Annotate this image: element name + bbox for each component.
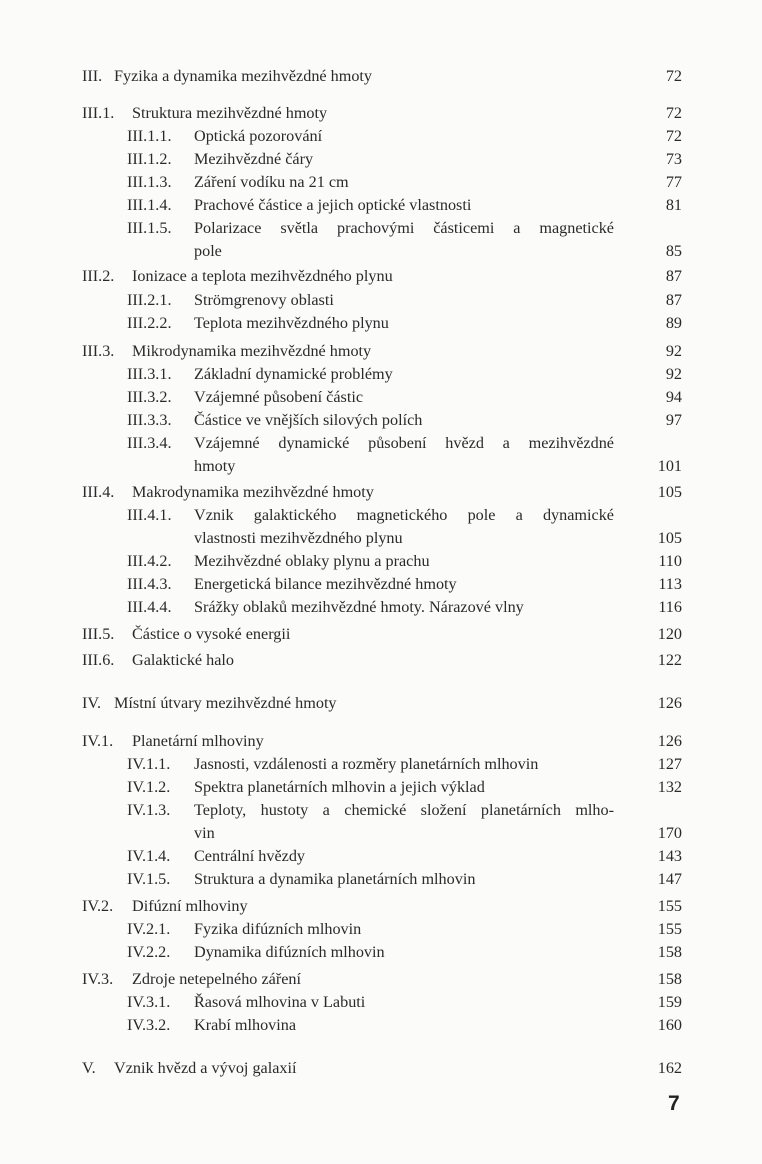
entry-title: Základní dynamické problémy: [194, 365, 393, 383]
entry-number: IV.1.5.: [127, 870, 171, 888]
entry-number: IV.1.1.: [127, 755, 171, 773]
entry-page: 158: [657, 943, 682, 961]
entry-page: 162: [657, 1059, 682, 1077]
entry-number: V.: [82, 1059, 96, 1077]
entry-number: IV.1.2.: [127, 778, 171, 796]
entry-page: 105: [657, 483, 682, 501]
entry-page: 94: [665, 388, 682, 406]
entry-page: 160: [657, 1016, 682, 1034]
entry-number: III.5.: [82, 625, 115, 643]
entry-number: III.1.1.: [127, 127, 172, 145]
entry-number: III.4.2.: [127, 552, 172, 570]
entry-page: 158: [657, 970, 682, 988]
entry-page: 81: [665, 196, 682, 214]
entry-page: 132: [657, 778, 682, 796]
entry-title-continuation: vlastnosti mezihvězdného plynu: [194, 529, 403, 547]
entry-number: III.1.2.: [127, 150, 172, 168]
entry-title: Strömgrenovy oblasti: [194, 291, 334, 309]
entry-title-continuation: pole: [194, 242, 222, 260]
entry-number: III.6.: [82, 651, 115, 669]
entry-number: III.1.3.: [127, 173, 172, 191]
page-number: 7: [668, 1092, 680, 1115]
entry-page: 87: [665, 267, 682, 285]
entry-title: Mikrodynamika mezihvězdné hmoty: [132, 342, 372, 360]
entry-page: 120: [657, 625, 682, 643]
entry-number: IV.2.1.: [127, 920, 171, 938]
entry-page: 72: [665, 67, 682, 85]
entry-title: Částice ve vnějších silových polích: [194, 411, 423, 429]
entry-title: Mezihvězdné čáry: [194, 150, 314, 168]
entry-page: 73: [665, 150, 682, 168]
entry-number: III.1.5.: [127, 219, 172, 237]
entry-page: 89: [665, 314, 682, 332]
entry-title: Vzájemné dynamické působení hvězd a mezihvězdné: [194, 434, 614, 452]
entry-page: 159: [657, 993, 682, 1011]
entry-number: III.4.4.: [127, 598, 172, 616]
entry-page: 127: [657, 755, 682, 773]
entry-title-continuation: vin: [194, 824, 215, 842]
entry-title: Centrální hvězdy: [194, 847, 306, 865]
entry-page: 170: [657, 824, 682, 842]
entry-number: III.4.1.: [127, 506, 172, 524]
entry-title: Zdroje netepelného záření: [132, 970, 301, 988]
entry-title: Fyzika difúzních mlhovin: [194, 920, 362, 938]
entry-title: Řasová mlhovina v Labuti: [194, 993, 366, 1011]
entry-title: Vznik hvězd a vývoj galaxií: [114, 1059, 297, 1077]
entry-title: Makrodynamika mezihvězdné hmoty: [132, 483, 374, 501]
entry-title: Ionizace a teplota mezihvězdného plynu: [132, 267, 393, 285]
entry-number: III.4.: [82, 483, 115, 501]
entry-title: Planetární mlhoviny: [132, 732, 264, 750]
entry-page: 155: [657, 897, 682, 915]
entry-page: 101: [657, 457, 682, 475]
entry-title: Vzájemné působení částic: [194, 388, 364, 406]
entry-title: Struktura a dynamika planetárních mlhovin: [194, 870, 476, 888]
entry-title: Energetická bilance mezihvězdné hmoty: [194, 575, 457, 593]
entry-title: Jasnosti, vzdálenosti a rozměry planetárních mlhovin: [194, 755, 539, 773]
entry-number: III.3.: [82, 342, 115, 360]
entry-page: 126: [657, 732, 682, 750]
entry-page: 126: [657, 694, 682, 712]
entry-page: 110: [658, 552, 682, 570]
entry-page: 72: [665, 104, 682, 122]
entry-number: III.2.2.: [127, 314, 172, 332]
entry-title: Fyzika a dynamika mezihvězdné hmoty: [114, 67, 373, 85]
entry-number: III.4.3.: [127, 575, 172, 593]
entry-title: Spektra planetárních mlhovin a jejich výklad: [194, 778, 485, 796]
entry-number: IV.3.2.: [127, 1016, 171, 1034]
entry-page: 116: [658, 598, 682, 616]
entry-title: Difúzní mlhoviny: [132, 897, 248, 915]
entry-title-continuation: hmoty: [194, 457, 236, 475]
entry-page: 92: [665, 365, 682, 383]
entry-number: III.3.1.: [127, 365, 172, 383]
entry-number: III.: [82, 67, 103, 85]
entry-title: Optická pozorování: [194, 127, 323, 145]
entry-number: IV.3.1.: [127, 993, 171, 1011]
entry-page: 143: [657, 847, 682, 865]
entry-page: 147: [657, 870, 682, 888]
entry-page: 105: [657, 529, 682, 547]
entry-title: Srážky oblaků mezihvězdné hmoty. Nárazové vlny: [194, 598, 524, 616]
entry-number: III.3.2.: [127, 388, 172, 406]
entry-page: 72: [665, 127, 682, 145]
entry-page: 77: [665, 173, 682, 191]
entry-title: Galaktické halo: [132, 651, 235, 669]
entry-title: Prachové částice a jejich optické vlastnosti: [194, 196, 472, 214]
entry-title: Polarizace světla prachovými částicemi a magnetické: [194, 219, 614, 237]
entry-number: IV.2.: [82, 897, 114, 915]
entry-title: Krabí mlhovina: [194, 1016, 297, 1034]
entry-title: Dynamika difúzních mlhovin: [194, 943, 385, 961]
entry-page: 92: [665, 342, 682, 360]
entry-number: IV.1.: [82, 732, 114, 750]
entry-number: III.3.4.: [127, 434, 172, 452]
entry-page: 97: [665, 411, 682, 429]
entry-title: Vznik galaktického magnetického pole a dynamické: [194, 506, 614, 524]
entry-number: IV.1.4.: [127, 847, 171, 865]
entry-number: III.3.3.: [127, 411, 172, 429]
entry-title: Částice o vysoké energii: [132, 625, 291, 643]
entry-title: Mezihvězdné oblaky plynu a prachu: [194, 552, 430, 570]
entry-number: IV.: [82, 694, 102, 712]
entry-page: 113: [658, 575, 682, 593]
entry-number: IV.3.: [82, 970, 114, 988]
entry-title: Struktura mezihvězdné hmoty: [132, 104, 328, 122]
entry-page: 87: [665, 291, 682, 309]
entry-number: III.2.: [82, 267, 115, 285]
entry-number: III.1.4.: [127, 196, 172, 214]
entry-number: IV.2.2.: [127, 943, 171, 961]
entry-number: IV.1.3.: [127, 801, 171, 819]
entry-title: Záření vodíku na 21 cm: [194, 173, 349, 191]
entry-page: 122: [657, 651, 682, 669]
entry-title: Teploty, hustoty a chemické složení planetárních mlho-: [194, 801, 614, 819]
entry-title: Místní útvary mezihvězdné hmoty: [114, 694, 337, 712]
entry-number: III.1.: [82, 104, 115, 122]
entry-number: III.2.1.: [127, 291, 172, 309]
entry-page: 85: [665, 242, 682, 260]
entry-title: Teplota mezihvězdného plynu: [194, 314, 389, 332]
entry-page: 155: [657, 920, 682, 938]
